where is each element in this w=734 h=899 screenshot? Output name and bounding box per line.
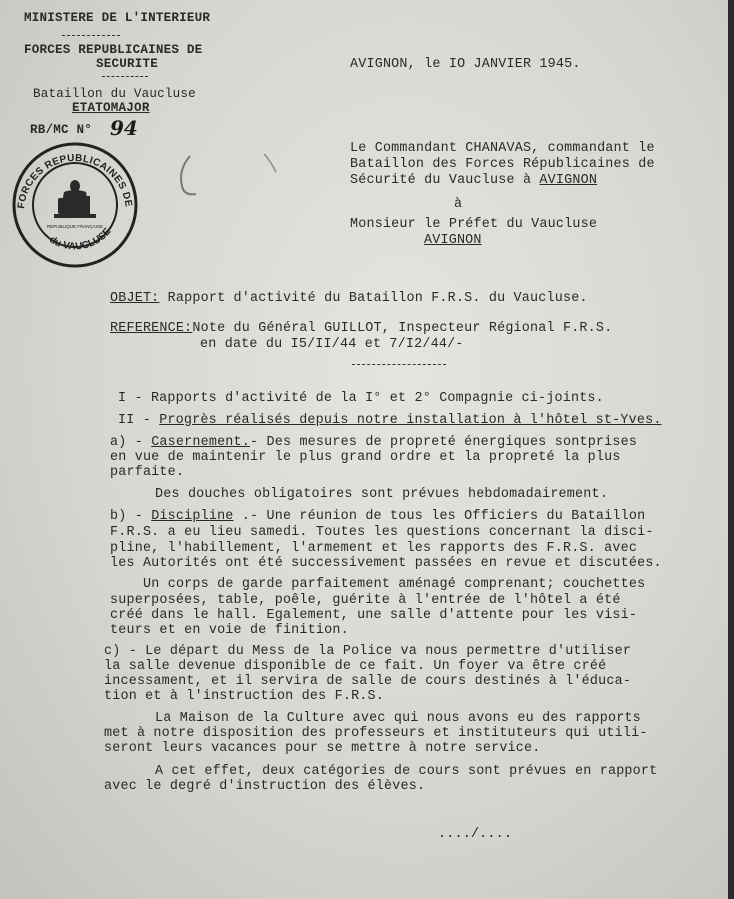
paragraph-b-line-4: les Autorités ont été successivement passées en revue et discutées.	[110, 556, 662, 571]
forces-heading-line2: SECURITE	[96, 57, 159, 71]
paragraph-c-line-1: c) - Le départ du Mess de la Police va nous permettre d'utiliser	[104, 644, 632, 659]
paragraph-b-title: Discipline	[151, 509, 234, 524]
item-2-prefix: II -	[118, 413, 160, 428]
objet-text: Rapport d'activité du Bataillon F.R.S. du Vaucluse.	[159, 291, 588, 306]
addressed-to: à	[454, 197, 463, 212]
maison-line-1: La Maison de la Culture avec qui nous avons eu des rapports	[155, 711, 641, 726]
item-2-text: Progrès réalisés depuis notre installation à l'hôtel st-Yves.	[159, 413, 662, 428]
effet-line-1: A cet effet, deux catégories de cours sont prévues en rapport	[155, 764, 658, 779]
reference-text: Note du Général GUILLOT, Inspecteur Régional F.R.S.	[192, 321, 613, 336]
date-line: AVIGNON, le IO JANVIER 1945.	[350, 57, 581, 72]
paragraph-b-line-1	[110, 510, 645, 523]
sender-line-3-text: Sécurité du Vaucluse à	[350, 173, 540, 188]
objet-line	[110, 292, 588, 305]
svg-text:REPUBLIQUE FRANÇAISE: REPUBLIQUE FRANÇAISE	[46, 224, 104, 229]
maison-line-2: met à notre disposition des professeurs et instituteurs qui utili-	[104, 726, 648, 741]
paragraph-b-label: b) -	[110, 509, 152, 524]
svg-text:FORCES REPUBLICAINES DE SECURI: FORCES REPUBLICAINES DE	[16, 152, 134, 210]
paragraph-a-line-3: parfaite.	[110, 465, 185, 480]
pencil-annotation-icon	[258, 148, 288, 178]
official-stamp	[10, 140, 140, 270]
reference-label: REFERENCE:	[110, 321, 193, 336]
header-divider	[62, 35, 120, 36]
objet-label: OBJET:	[110, 291, 160, 306]
paragraph-c-line-4: tion et à l'instruction des F.R.S.	[104, 689, 385, 704]
item-2	[118, 414, 662, 427]
pencil-annotation-icon	[168, 150, 218, 210]
item-1: I - Rapports d'activité de la I° et 2° Compagnie ci-joints.	[118, 391, 604, 406]
reference-number-prefix: RB/MC N°	[30, 123, 93, 137]
svg-text:du VAUCLUSE: du VAUCLUSE	[47, 226, 114, 253]
reference-line-1	[110, 322, 612, 335]
ministry-heading: MINISTERE DE L'INTERIEUR	[24, 11, 211, 25]
paragraph-a-line-2: en vue de maintenir le plus grand ordre et la propreté la plus	[110, 450, 621, 465]
effet-line-2: avec le degré d'instruction des élèves.	[104, 779, 426, 794]
continuation-marker: ..../....	[438, 827, 513, 842]
paragraph-b-line-3: pline, l'habillement, l'armement et les rapports des F.R.S. avec	[110, 541, 638, 556]
garde-line-3: créé dans le hall. Egalement, une salle d'attente pour les visi-	[110, 608, 638, 623]
paragraph-a-text: - Des mesures de propreté énergiques sontprises	[250, 435, 638, 450]
section-divider	[352, 364, 446, 365]
forces-heading-line1: FORCES REPUBLICAINES DE	[24, 43, 203, 57]
scan-edge	[728, 0, 734, 899]
paragraph-b-line-2: F.R.S. a eu lieu samedi. Toutes les questions concernant la disci-	[110, 525, 654, 540]
garde-line-1: Un corps de garde parfaitement aménagé comprenant; couchettes	[143, 577, 646, 592]
sender-line-3	[350, 174, 597, 187]
recipient-line-1: Monsieur le Préfet du Vaucluse	[350, 217, 598, 232]
reference-line-2: en date du I5/II/44 et 7/I2/44/-	[200, 337, 464, 352]
douches-line: Des douches obligatoires sont prévues hebdomadairement.	[155, 487, 608, 502]
handwritten-reference-number: 94	[110, 116, 138, 140]
header-divider	[102, 76, 148, 77]
staff-heading: ETATOMAJOR	[72, 101, 150, 115]
paragraph-c-line-2: la salle devenue disponible de ce fait. Un foyer va être créé	[104, 659, 607, 674]
paragraph-b-text: .- Une réunion de tous les Officiers du Bataillon	[233, 509, 646, 524]
battalion-heading: Bataillon du Vaucluse	[33, 87, 196, 101]
sender-city: AVIGNON	[539, 173, 598, 188]
paragraph-a-title: Casernement.	[151, 435, 251, 450]
paragraph-c-line-3: incessament, et il servira de salle de cours destinés à l'éduca-	[104, 674, 632, 689]
paragraph-a-label: a) -	[110, 435, 152, 450]
sender-line-1: Le Commandant CHANAVAS, commandant le	[350, 141, 655, 156]
garde-line-2: superposées, table, poêle, guérite à l'entrée de l'hôtel a été	[110, 593, 621, 608]
recipient-city: AVIGNON	[424, 233, 482, 248]
garde-line-4: teurs et en voie de finition.	[110, 623, 349, 638]
paragraph-a-line-1	[110, 436, 637, 449]
stamp-seal-icon	[10, 140, 140, 270]
sender-line-2: Bataillon des Forces Républicaines de	[350, 157, 655, 172]
maison-line-3: seront leurs vacances pour se mettre à notre service.	[104, 741, 541, 756]
